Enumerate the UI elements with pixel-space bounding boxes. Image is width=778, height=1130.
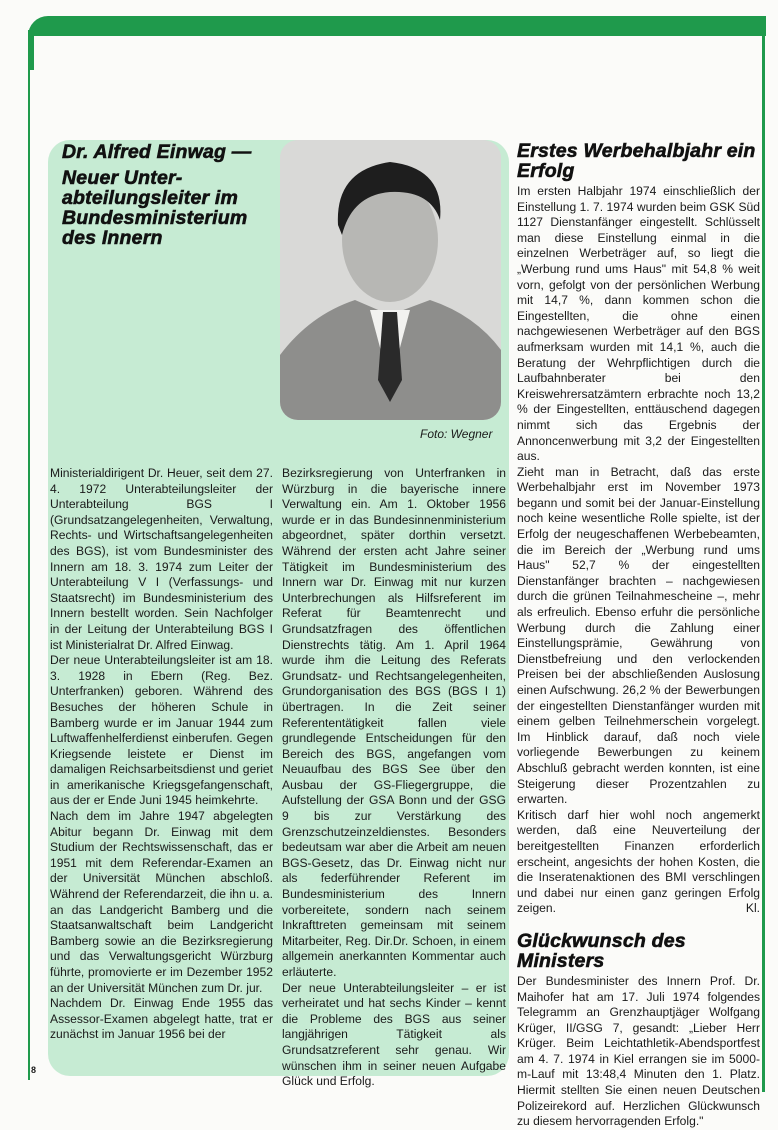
green-frame-left-line xyxy=(28,60,30,1080)
paragraph: Nachdem Dr. Einwag Ende 1955 das Assessor-Examen abgelegt hatte, trat er zunächst im Januar 1956 bei der xyxy=(50,996,273,1042)
paragraph: Im ersten Halbjahr 1974 einschließlich der Einstellung 1. 7. 1974 wurden beim GSK Süd 1127 Dienstanfänger eingestellt. Schlüsselt man diese Einstellung einmal in die einzelnen Werbeträger auf, so liegt die „Werbung rund ums Haus" mit 54,8 % weit vorn, gefolgt von der persönlichen Werbung mit 14,7 %, dann kommen schon die Eingestellten, die ohne einen nachgewiesenen Werbeträger auf den BGS aufmerksam wurden mit 14,1 %, auch die Beratung der Wehrpflichtigen durch die Laufbahnberater bei den Kreiswehrersatzämtern erbrachte noch 13,2 % der Eingestellten, enttäuschend dagegen nimmt sich das Ergebnis der Annoncenwerbung mit 3,2 der Eingestellten aus. xyxy=(517,184,760,464)
photo-caption: Foto: Wegner xyxy=(420,427,493,441)
author-signature: Kl. xyxy=(745,901,760,916)
paragraph: Nach dem im Jahre 1947 abgelegten Abitur begann Dr. Einwag mit dem Studium der Rechtswissenschaft, das er 1951 mit dem Referendar-Examen an der Universität München abschloß. Während der Referendarzeit, die ihn u. a. an das Landgericht Bamberg und die Staatsanwaltschaft beim Landgericht Bamberg sowie an die Bezirksregierung und das Verwaltungsgericht Würzburg führte, promovierte er im Dezember 1952 an der Universität München zum Dr. jur. xyxy=(50,809,273,995)
page-number: 8 xyxy=(31,1065,37,1075)
green-frame-top xyxy=(28,16,766,36)
portrait-photo xyxy=(280,140,501,420)
article3-body xyxy=(517,974,760,1130)
article3-title: Glückwunsch des Ministers xyxy=(517,929,686,972)
article1-heading xyxy=(62,142,277,248)
article1-column1 xyxy=(50,466,273,1043)
green-frame-right xyxy=(762,30,765,1092)
article1-subtitle: Neuer Unter-abteilungsleiter im Bundesministerium des Innern xyxy=(62,167,248,249)
paragraph: Der neue Unterabteilungsleiter – er ist verheiratet und hat sechs Kinder – kennt die Probleme des BGS aus seiner langjährigen Tätigkeit als Grundsatzreferent sehr genau. Wir wünschen ihm in seiner neuen Aufgabe Glück und Erfolg. xyxy=(282,980,506,1089)
paragraph: Bezirksregierung von Unterfranken in Würzburg in die bayerische innere Verwaltung ein. Am 1. Oktober 1956 wurde er in das Bundesinnenministerium abgeordnet, später dorthin versetzt. Während der ersten acht Jahre seiner Tätigkeit im Bundesministerium des Innern war Dr. Einwag mit nur kurzen Unterbrechungen als Hilfsreferent im Referat für Beamtenrecht und Grundsatzfragen des öffentlichen Dienstrechts tätig. Am 1. April 1964 wurde ihm die Leitung des Referats Grundsatz- und Rechtsangelegenheiten, Grundorganisation des BGS (BGS I 1) übertragen. In die Zeit seiner Referententätigkeit fallen viele grundlegende Entscheidungen für den Bereich des BGS, angefangen vom Neuaufbau des BGS See über den Ausbau der GS-Fliegergruppe, die Aufstellung der GSA Bonn und der GSG 9 bis zur Verstärkung des Grenzschutzeinzeldienstes. Besonders bedeutsam war aber die Arbeit am neuen BGS-Gesetz, das Dr. Einwag nicht nur als federführender Referent im Bundesministerium des Innern vorbereitete, sondern nach seinem Inkrafttreten gemeinsam mit seinem Mitarbeiter, Reg. Dir.Dr. Schoen, in einem allgemein anerkannten Kommentar auch erläuterte. xyxy=(282,466,506,979)
paragraph: Der neue Unterabteilungsleiter ist am 18. 3. 1928 in Ebern (Reg. Bez. Unterfranken) geboren. Während des Besuches der höheren Schule in Bamberg wurde er im Januar 1944 zum Luftwaffenhelferdienst einberufen. Gegen Kriegsende leistete er Dienst im damaligen Reichsarbeitsdienst und geriet in amerikanische Kriegsgefangenschaft, aus der er Ende Juni 1945 heimkehrte. xyxy=(50,653,273,808)
green-frame-inner xyxy=(34,36,766,66)
paragraph xyxy=(517,808,760,917)
article2-title: Erstes Werbehalbjahr ein Erfolg xyxy=(517,140,756,182)
article1-title: Dr. Alfred Einwag — xyxy=(62,141,252,163)
article1-column2 xyxy=(282,466,506,1090)
article2-body xyxy=(517,184,760,917)
paragraph: Der Bundesminister des Innern Prof. Dr. Maihofer hat am 17. Juli 1974 folgendes Telegramm an Grenzhauptjäger Wolfgang Krüger, II/GSG 7, gesandt: „Lieber Herr Krüger. Beim Leichtathletik-Abendsportfest am 4. 7. 1974 in Kiel errangen sie im 5000-m-Lauf mit 13:48,4 Minuten den 1. Platz. Hiermit stellten Sie einen neuen Deutschen Polizeirekord auf. Herzlichen Glückwunsch zu diesem hervorragenden Erfolg." xyxy=(517,973,760,1129)
paragraph: Ministerialdirigent Dr. Heuer, seit dem 27. 4. 1972 Unterabteilungsleiter der Unterabteilung BGS I (Grundsatzangelegenheiten, Verwaltung, Rechts- und Wirtschaftsangelegenheiten des BGS), ist vom Bundesminister des Innern am 18. 3. 1974 zum Leiter der Unterabteilung V I (Verfassungs- und Staatsrecht) im Bundesministerium des Innern bestellt worden. Sein Nachfolger in der Leitung der Unterabteilung BGS I ist Ministerialrat Dr. Alfred Einwag. xyxy=(50,466,273,652)
paragraph: Zieht man in Betracht, daß das erste Werbehalbjahr erst im November 1973 begann und somit bei der Januar-Einstellung noch keine wesentliche Rolle spielte, ist der Erfolg der neugeschaffenen Werbebeamten, die im Bereich der „Werbung rund ums Haus" 52,7 % der eingestellten Dienstanfänger brachten – nachgewiesen durch die grünen Teilnahmescheine –, mehr als erfreulich. Ebenso erfuhr die persönliche Werbung durch die Zahlung einer Einstellungsprämie, Gewährung von Dienstbefreiung und den verlockenden Preisen bei der abschließenden Auslosung einen Aufschwung. 26,2 % der Bewerbungen der eingestellten Dienstanfänger wurden mit einem gelben Teilnehmerschein vorgelegt. Im Hinblick darauf, daß noch viele vorliegende Bewerbungen zu keinem Abschluß gebracht werden konnten, ist eine Steigerung dieser Prozentzahlen zu erwarten. xyxy=(517,464,760,807)
portrait-image xyxy=(280,140,501,420)
paragraph-text: Kritisch darf hier wohl noch angemerkt werden, daß eine Neuverteilung der bereitgestellten Finanzen erforderlich erscheint, angesichts der hohen Kosten, die die Inseratenaktionen des BMI verschlingen und dabei nur einen ganz geringen Erfolg zeigen. xyxy=(517,807,760,916)
right-column xyxy=(517,141,760,1130)
